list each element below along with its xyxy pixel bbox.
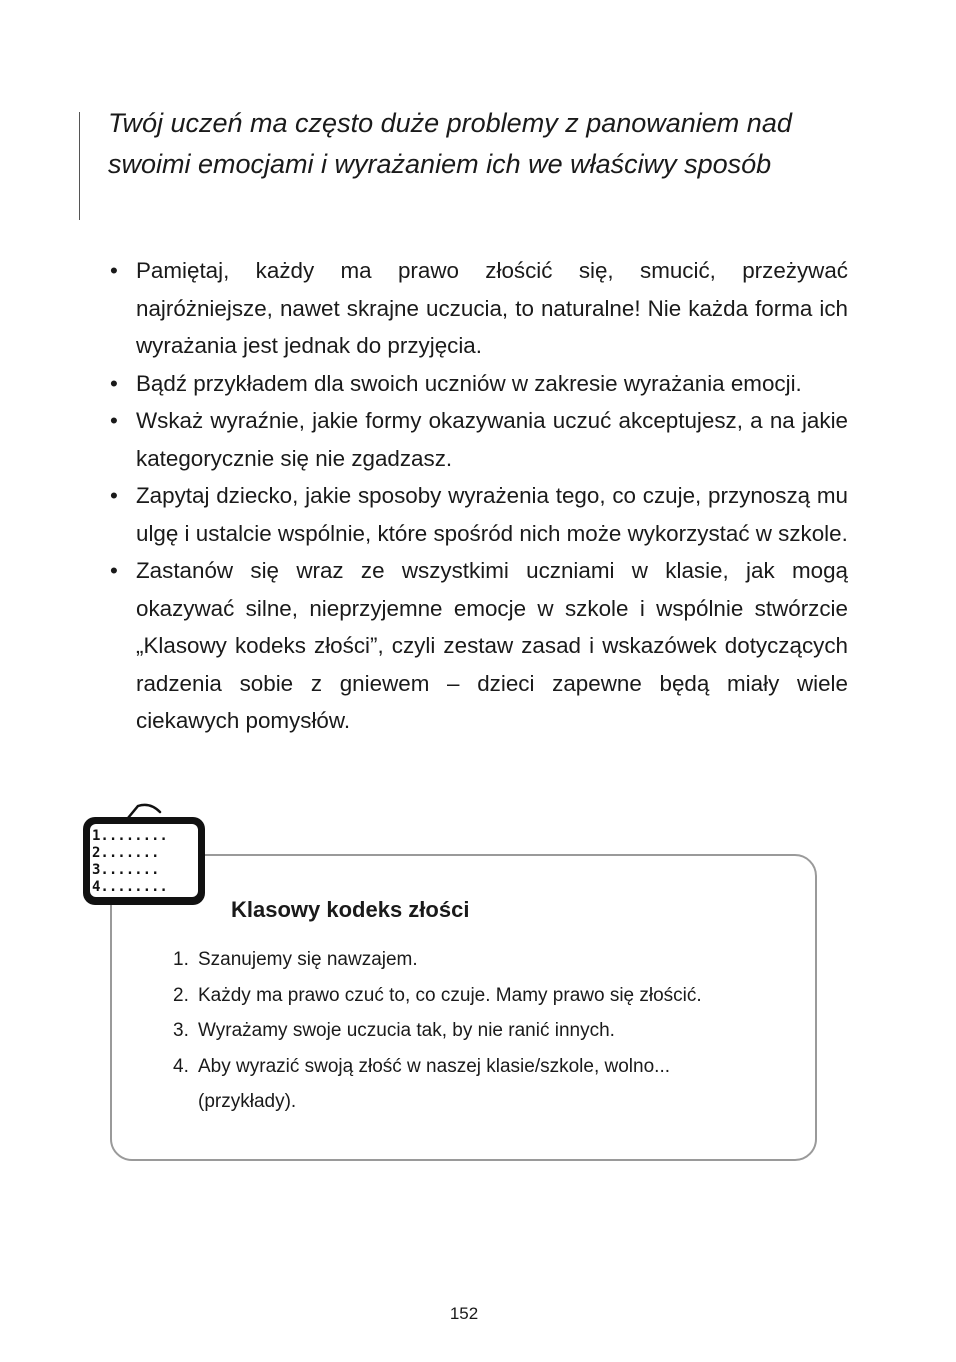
rules-list <box>173 942 773 1120</box>
list-item: • Wskaż wyraźnie, jakie formy okazywania uczuć akceptujesz, a na jakie kategorycznie się nie zgadzasz. <box>108 402 848 477</box>
page-number: 152 <box>449 1304 479 1323</box>
numbered-list-board-icon <box>78 800 210 912</box>
rule-number: 3. <box>173 1020 189 1041</box>
rule-number: 4. <box>173 1055 189 1077</box>
rule-text: Aby wyrazić swoją złość w naszej klasie/szkole, wolno... (przykłady). <box>198 1055 671 1112</box>
rule-number: 2. <box>173 984 189 1006</box>
rule-text: Każdy ma prawo czuć to, co czuje. Mamy prawo się złościć. <box>198 984 702 1006</box>
board-line-1: 1........ <box>92 828 168 844</box>
heading-accent-bar <box>79 112 80 220</box>
list-item <box>173 1013 773 1049</box>
rule-text: Szanujemy się nawzajem. <box>198 949 418 970</box>
rule-text: Wyrażamy swoje uczucia tak, by nie ranić innych. <box>198 1020 615 1041</box>
tips-list <box>108 252 848 740</box>
board-line-2: 2....... <box>92 845 160 861</box>
box-title: Klasowy kodeks złości <box>231 897 470 922</box>
list-item <box>173 942 773 978</box>
list-item: • Zastanów się wraz ze wszystkimi uczniami w klasie, jak mogą okazywać silne, nieprzyjemne emocje w szkole i wspólnie stwórzcie „Klasowy kodeks złości”, czyli zestaw zasad i wskazówek dotyczących radzenia sobie z gniewem – dzieci zapewne będą miały wiele ciekawych pomysłów. <box>108 552 848 740</box>
list-item <box>173 978 773 1014</box>
list-item <box>173 1049 773 1120</box>
section-heading: Twój uczeń ma często duże problemy z panowaniem nad swoimi emocjami i wyrażaniem ich we właściwy sposób <box>108 108 792 179</box>
list-item: • Zapytaj dziecko, jakie sposoby wyrażenia tego, co czuje, przynoszą mu ulgę i ustalcie wspólnie, które spośród nich może wykorzystać w szkole. <box>108 477 848 552</box>
rule-number: 1. <box>173 949 189 970</box>
list-item: • Pamiętaj, każdy ma prawo złościć się, smucić, przeżywać najróżniejsze, nawet skrajne uczucia, to naturalne! Nie każda forma ich wyrażania jest jednak do przyjęcia. <box>108 252 848 365</box>
list-item: • Bądź przykładem dla swoich uczniów w zakresie wyrażania emocji. <box>108 365 848 403</box>
board-line-4: 4........ <box>92 879 168 895</box>
board-line-3: 3....... <box>92 862 160 878</box>
